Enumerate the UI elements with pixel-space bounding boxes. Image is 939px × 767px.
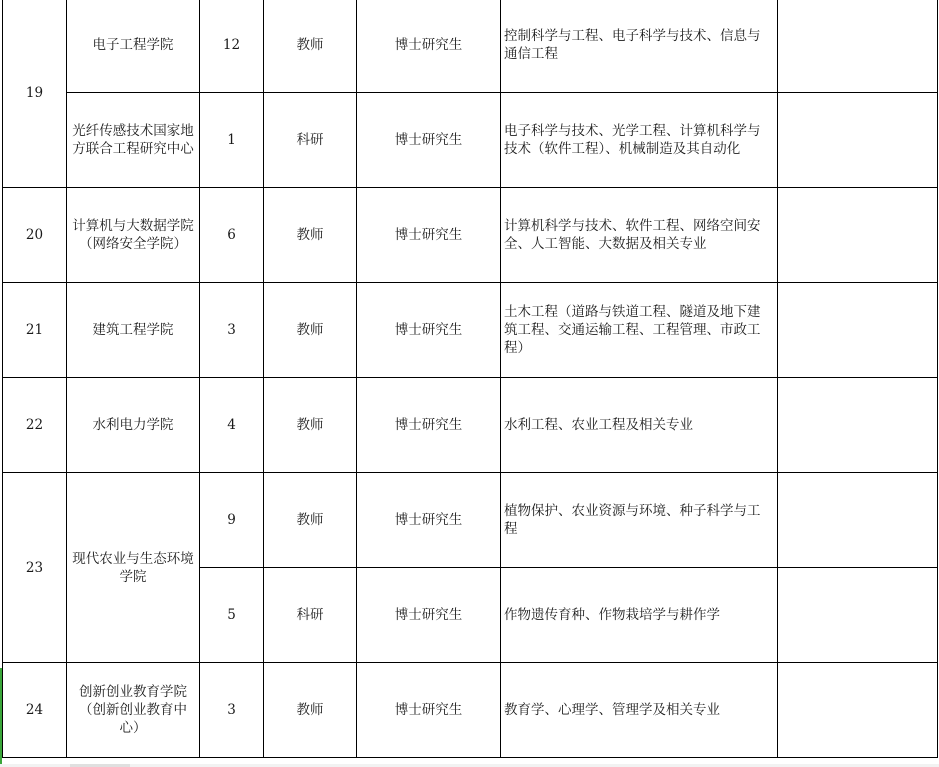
cell-type[interactable]: 科研 xyxy=(264,568,357,663)
cell-no[interactable]: 19 xyxy=(3,0,67,188)
cell-major[interactable]: 控制科学与工程、电子科学与技术、信息与通信工程 xyxy=(501,0,778,93)
table-row xyxy=(3,283,938,378)
cell-type[interactable]: 科研 xyxy=(264,93,357,188)
cell-type[interactable]: 教师 xyxy=(264,378,357,473)
cell-degree[interactable]: 博士研究生 xyxy=(357,188,501,283)
cell-unit[interactable]: 光纤传感技术国家地方联合工程研究中心 xyxy=(67,93,200,188)
cell-note[interactable] xyxy=(778,378,938,473)
table-row xyxy=(3,378,938,473)
cell-note[interactable] xyxy=(778,283,938,378)
cell-type[interactable]: 教师 xyxy=(264,663,357,758)
cell-degree[interactable]: 博士研究生 xyxy=(357,0,501,93)
cell-type[interactable]: 教师 xyxy=(264,473,357,568)
cell-major[interactable]: 电子科学与技术、光学工程、计算机科学与技术（软件工程）、机械制造及其自动化 xyxy=(501,93,778,188)
cell-count[interactable]: 6 xyxy=(200,188,264,283)
cell-count[interactable]: 4 xyxy=(200,378,264,473)
cell-major[interactable]: 作物遗传育种、作物栽培学与耕作学 xyxy=(501,568,778,663)
cell-unit[interactable]: 建筑工程学院 xyxy=(67,283,200,378)
cell-degree[interactable]: 博士研究生 xyxy=(357,663,501,758)
cell-type[interactable]: 教师 xyxy=(264,0,357,93)
cell-unit[interactable]: 计算机与大数据学院（网络安全学院） xyxy=(67,188,200,283)
cell-note[interactable] xyxy=(778,93,938,188)
cell-degree[interactable]: 博士研究生 xyxy=(357,568,501,663)
table-row xyxy=(3,93,938,188)
cell-degree[interactable]: 博士研究生 xyxy=(357,473,501,568)
cell-degree[interactable]: 博士研究生 xyxy=(357,283,501,378)
cell-type[interactable]: 教师 xyxy=(264,283,357,378)
table-row xyxy=(3,188,938,283)
cell-no[interactable]: 20 xyxy=(3,188,67,283)
cell-degree[interactable]: 博士研究生 xyxy=(357,378,501,473)
cell-note[interactable] xyxy=(778,0,938,93)
cell-unit[interactable]: 电子工程学院 xyxy=(67,0,200,93)
cell-major[interactable]: 教育学、心理学、管理学及相关专业 xyxy=(501,663,778,758)
cell-no[interactable]: 21 xyxy=(3,283,67,378)
cell-note[interactable] xyxy=(778,188,938,283)
cell-count[interactable]: 1 xyxy=(200,93,264,188)
cell-unit[interactable]: 现代农业与生态环境学院 xyxy=(67,473,200,663)
table-row xyxy=(3,663,938,758)
cell-degree[interactable]: 博士研究生 xyxy=(357,93,501,188)
cell-count[interactable]: 5 xyxy=(200,568,264,663)
cell-count[interactable]: 3 xyxy=(200,663,264,758)
table-row xyxy=(3,0,938,93)
cell-major[interactable]: 土木工程（道路与铁道工程、隧道及地下建筑工程、交通运输工程、工程管理、市政工程） xyxy=(501,283,778,378)
table-row xyxy=(3,473,938,568)
cell-count[interactable]: 12 xyxy=(200,0,264,93)
cell-count[interactable]: 9 xyxy=(200,473,264,568)
cell-note[interactable] xyxy=(778,568,938,663)
cell-note[interactable] xyxy=(778,473,938,568)
cell-major[interactable]: 水利工程、农业工程及相关专业 xyxy=(501,378,778,473)
cell-note[interactable] xyxy=(778,663,938,758)
cell-no[interactable]: 22 xyxy=(3,378,67,473)
recruitment-table xyxy=(2,0,938,758)
cell-unit[interactable]: 水利电力学院 xyxy=(67,378,200,473)
cell-type[interactable]: 教师 xyxy=(264,188,357,283)
cell-unit[interactable]: 创新创业教育学院（创新创业教育中心） xyxy=(67,663,200,758)
cell-count[interactable]: 3 xyxy=(200,283,264,378)
cell-no[interactable]: 24 xyxy=(3,663,67,758)
cell-no[interactable]: 23 xyxy=(3,473,67,663)
active-cell-border xyxy=(0,668,2,764)
cell-major[interactable]: 植物保护、农业资源与环境、种子科学与工程 xyxy=(501,473,778,568)
cell-major[interactable]: 计算机科学与技术、软件工程、网络空间安全、人工智能、大数据及相关专业 xyxy=(501,188,778,283)
